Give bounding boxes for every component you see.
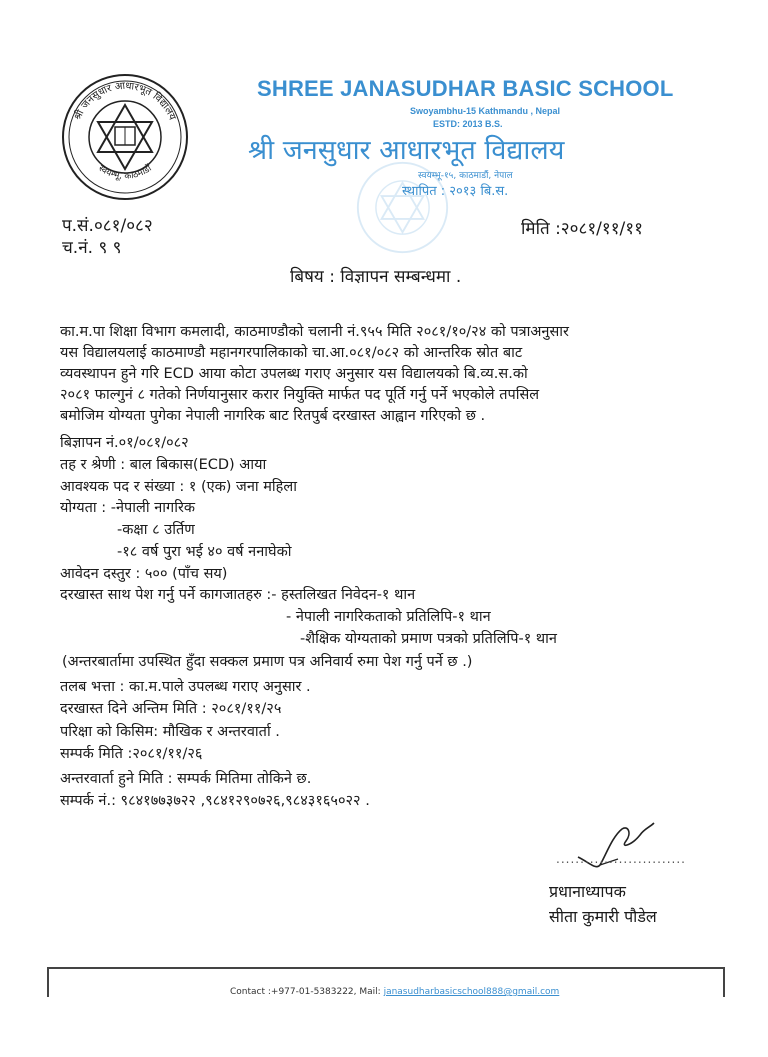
body-paragraph — [60, 322, 708, 427]
required-posts: आवश्यक पद र संख्या : १ (एक) जना महिला — [60, 479, 297, 495]
letter-date: मिति :२०८१/११/११ — [521, 219, 643, 239]
required-document-citizenship: - नेपाली नागरिकताको प्रतिलिपि-१ थान — [286, 609, 491, 625]
required-document-certificate: -शैक्षिक योग्यताको प्रमाण पत्रको प्रतिलिपि-१ थान — [300, 631, 557, 647]
school-established-english: ESTD: 2013 B.S. — [433, 119, 503, 129]
qualification-age: -१८ वर्ष पुरा भई ४० वर्ष ननाघेको — [117, 544, 292, 560]
svg-text:स्वयम्भू, काठमाडौं: स्वयम्भू, काठमाडौं — [96, 163, 154, 182]
qualification: योग्यता : -नेपाली नागरिक — [60, 500, 196, 516]
footer-contact-text: Contact :+977-01-5383222, Mail: — [230, 987, 384, 997]
school-established-nepali: स्थापित : २०१३ बि.स. — [402, 184, 509, 199]
required-documents: दरखास्त साथ पेश गर्नु पर्ने कागजातहरु :- हस्तलिखत निवेदन-१ थान — [60, 587, 416, 603]
footer-email-link[interactable]: janasudharbasicschool888@gmail.com — [383, 987, 560, 997]
letter-reference-number: प.सं.०८१/०८२ — [62, 216, 153, 236]
qualification-education: -कक्षा ८ उर्तिण — [117, 522, 195, 538]
contact-date: सम्पर्क मिति :२०८१/११/२६ — [60, 746, 203, 762]
interview-note: (अन्तरबार्तामा उपस्थित हुँदा सक्कल प्रमाण पत्र अनिवार्य रुमा पेश गर्नु पर्ने छ .) — [62, 654, 473, 670]
school-address-nepali: स्वयम्भू-१५, काठमाडौं, नेपाल — [418, 171, 513, 181]
school-seal — [60, 72, 190, 202]
footer-contact — [230, 987, 559, 997]
signatory-title: प्रधानाध्यापक — [549, 882, 626, 901]
exam-type: परिक्षा को किसिम: मौखिक र अन्तरवार्ता . — [60, 724, 280, 740]
paragraph-line: बमोजिम योग्यता पुगेका नेपाली नागरिक बाट रितपुर्ब दरखास्त आह्वान गरिएको छ . — [60, 408, 486, 424]
level-and-grade: तह र श्रेणी : बाल बिकास(ECD) आया — [60, 457, 267, 473]
interview-date: अन्तरवार्ता हुने मिति : सम्पर्क मितिमा तोकिने छ. — [60, 771, 312, 787]
school-name-english: SHREE JANASUDHAR BASIC SCHOOL — [257, 76, 674, 101]
school-address-english: Swoyambhu-15 Kathmandu , Nepal — [410, 106, 561, 116]
signatory-name: सीता कुमारी पौडेल — [549, 907, 657, 926]
application-fee: आवेदन दस्तुर : ५०० (पाँच सय) — [60, 566, 228, 582]
paragraph-line: का.म.पा शिक्षा विभाग कमलादी, काठमाण्डौको चलानी नं.९५५ मिति २०८१/१०/२४ को पत्राअनुसार — [60, 324, 569, 340]
signature-line: ........................... — [556, 852, 686, 866]
letter-subject: बिषय : विज्ञापन सम्बन्धमा . — [290, 267, 462, 287]
svg-text:श्री जनसुधार आधारभूत विद्यालय: श्री जनसुधार आधारभूत विद्यालय — [72, 80, 178, 122]
handwritten-signature — [570, 815, 660, 875]
paragraph-line: व्यवस्थापन हुने गरि ECD आया कोटा उपलब्ध गराए अनुसार यस विद्यालयको बि.व्य.स.को — [60, 366, 528, 382]
contact-numbers: सम्पर्क नं.: ९८४१७७३७२२ ,९८४१२९०७२६,९८४३१६५०२२ . — [60, 793, 370, 809]
paragraph-line: २०८१ फाल्गुनं ८ गतेको निर्णयानुसार करार नियुक्ति मार्फत पद पूर्ति गर्नु पर्ने भएकोले तपसिल — [60, 387, 540, 403]
paragraph-line: यस विद्यालयलाई काठमाण्डौ महानगरपालिकाको चा.आ.०८१/०८२ को आन्तरिक स्रोत बाट — [60, 345, 523, 361]
advertisement-number: बिज्ञापन नं.०१/०८१/०८२ — [60, 435, 189, 451]
salary-allowance: तलब भत्ता : का.म.पाले उपलब्ध गराए अनुसार . — [60, 679, 311, 695]
dispatch-number: च.नं. ९ ९ — [62, 238, 122, 258]
school-name-nepali: श्री जनसुधार आधारभूत विद्यालय — [248, 135, 565, 166]
application-deadline: दरखास्त दिने अन्तिम मिति : २०८१/११/२५ — [60, 701, 282, 717]
